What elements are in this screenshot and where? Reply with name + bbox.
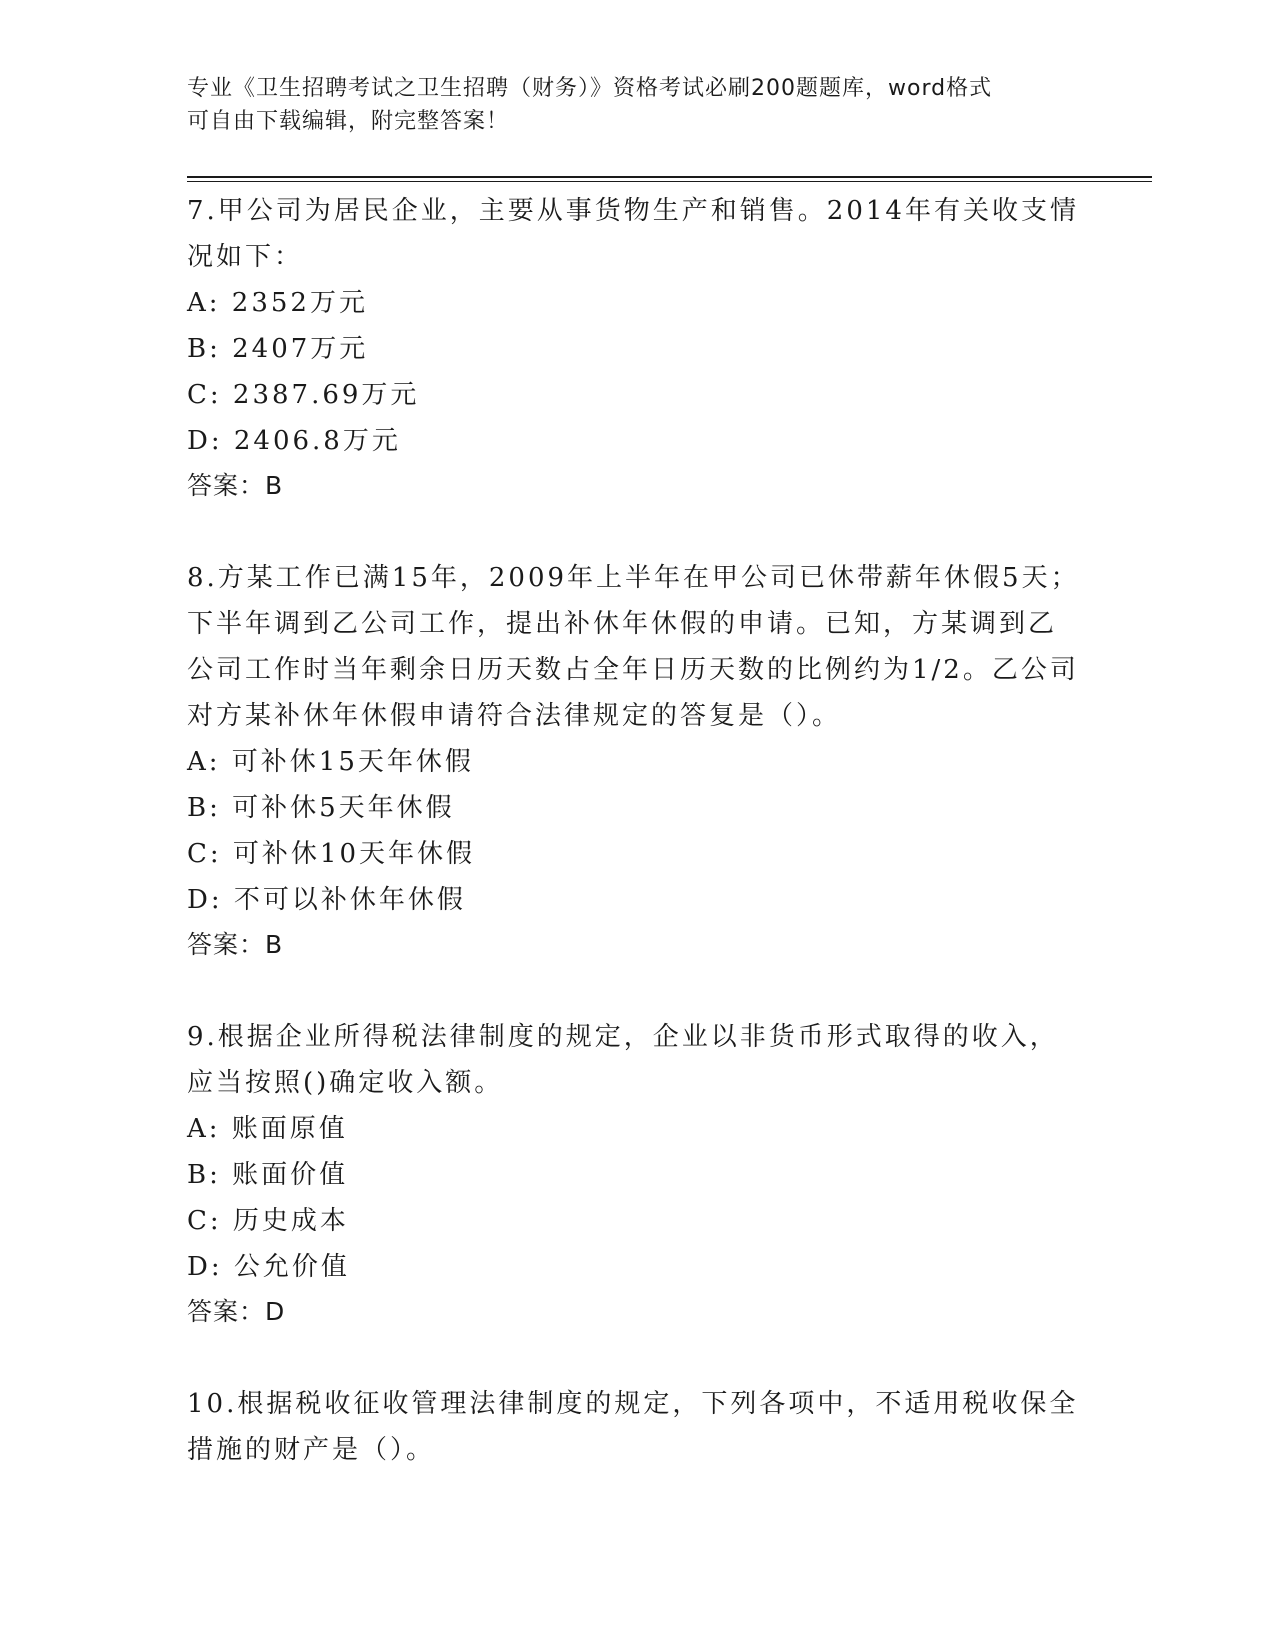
- header-divider-thick: [187, 176, 1152, 178]
- question-block: [187, 1381, 1087, 1473]
- answer-option: B: 账面价值: [187, 1160, 349, 1190]
- question-block: [187, 1014, 1087, 1334]
- answer-option: B: 可补休5天年休假: [187, 793, 455, 823]
- question-stem-line: 应当按照()确定收入额。: [187, 1068, 504, 1098]
- question-block: [187, 188, 1087, 508]
- question-stem-line: 措施的财产是（）。: [187, 1435, 436, 1465]
- answer-option: A: 2352万元: [187, 288, 368, 318]
- header-line-1: 专业《卫生招聘考试之卫生招聘（财务）》资格考试必刷200题题库，word格式: [187, 76, 993, 101]
- answer-option: A: 账面原值: [187, 1114, 348, 1144]
- answer-option: D: 2406.8万元: [187, 426, 401, 456]
- answer-option: C: 可补休10天年休假: [187, 839, 476, 869]
- answer-option: B: 2407万元: [187, 334, 369, 364]
- question-stem-line: 对方某补休年休假申请符合法律规定的答复是（）。: [187, 701, 842, 731]
- question-stem-line: 下半年调到乙公司工作，提出补休年休假的申请。已知，方某调到乙: [187, 609, 1058, 639]
- answer-option: A: 可补休15天年休假: [187, 747, 474, 777]
- answer-option: C: 历史成本: [187, 1206, 349, 1236]
- question-stem-line: 况如下：: [187, 242, 304, 272]
- question-stem-line: 9.根据企业所得税法律制度的规定，企业以非货币形式取得的收入，: [187, 1022, 1059, 1052]
- header-line-2: 可自由下载编辑，附完整答案！: [187, 109, 510, 134]
- question-stem-line: 公司工作时当年剩余日历天数占全年日历天数的比例约为1/2。乙公司: [187, 655, 1079, 685]
- answer-key: 答案：D: [187, 1297, 286, 1326]
- answer-option: C: 2387.69万元: [187, 380, 420, 410]
- question-stem-line: 7.甲公司为居民企业，主要从事货物生产和销售。2014年有关收支情: [187, 196, 1079, 226]
- question-stem-line: 10.根据税收征收管理法律制度的规定，下列各项中，不适用税收保全: [187, 1389, 1079, 1419]
- question-list: [187, 188, 1087, 1520]
- answer-key: 答案：B: [187, 930, 284, 959]
- document-header: [187, 72, 1067, 138]
- header-divider-thin: [187, 181, 1152, 182]
- answer-option: D: 公允价值: [187, 1252, 350, 1282]
- question-block: [187, 555, 1087, 967]
- answer-option: D: 不可以补休年休假: [187, 885, 466, 915]
- question-stem-line: 8.方某工作已满15年，2009年上半年在甲公司已休带薪年休假5天；: [187, 563, 1080, 593]
- answer-key: 答案：B: [187, 471, 284, 500]
